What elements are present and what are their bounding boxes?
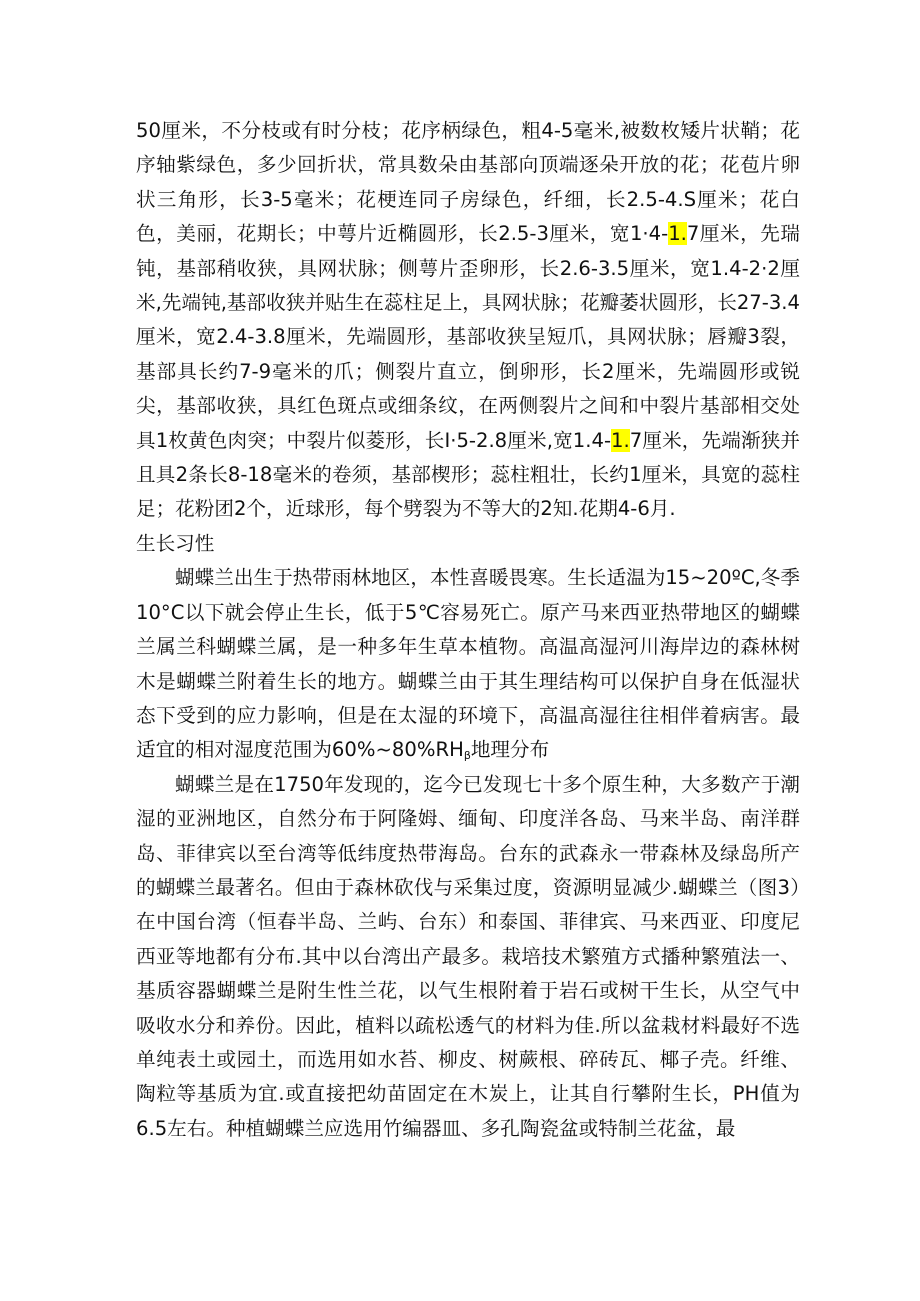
highlighted-text: 1. [611,428,630,452]
paragraph-description [136,114,800,527]
section-heading-habit: 生长习性 [136,531,215,555]
text-run: 蝴蝶兰出生于热带雨林地区，本性喜暖畏寒。生长适温为15~20ºC,冬季10°C以下就会停止生长，低于5℃容易死亡。原产马来西亚热带地区的蝴蝶兰属兰科蝴蝶兰属，是一种多年生草本植物。高温高湿河川海岸边的森林树木是蝴蝶兰附着生长的地方。蝴蝶兰由于其生理结构可以保护自身在低湿状态下受到的应力影响，但是在太湿的环境下，高温高湿往往相伴着病害。最适宜的相对湿度范围为60%~80%RH [136,566,800,762]
text-run: 50厘米，不分枝或有时分枝；花序柄绿色，粗4-5毫米,被数枚矮片状鞘；花序轴紫绿色，多少回折状，常具数朵由基部向顶端逐朵开放的花；花苞片卵状三角形，长3-5毫米；花梗连同子房绿色，纤细，长2.5-4.S厘米；花白色，美丽，花期长；中萼片近椭圆形，长2.5-3厘米，宽1·4- [136,119,800,246]
paragraph-habit [136,561,800,767]
text-run: 7厘米，先瑞钝，基部稍收狭，具网状脉；侧萼片歪卵形，长2.6-3.5厘米，宽1.4-2·2厘米,先端钝,基部收狭并贴生在蕊柱足上，具网状脉；花瓣萎状圆形，长27-3.4厘米，宽2.4-3.8厘米，先端圆形，基部收狭呈短爪，具网状脉；唇瓣3裂，基部具长约7-9毫米的爪；侧裂片直立，倒卵形，长2厘米，先端圆形或锐尖，基部收狭，具红色斑点或细条纹，在两侧裂片之间和中裂片基部相交处具1枚黄色肉突；中裂片似菱形，长I·5-2.8厘米,宽1.4- [136,222,800,452]
text-run: 地理分布 [470,738,550,762]
highlighted-text: 1. [668,222,687,246]
text-run: 蝴蝶兰是在1750年发现的，迄今已发现七十多个原生种，大多数产于潮湿的亚洲地区，自然分布于阿隆姆、缅甸、印度洋各岛、马来半岛、南洋群岛、菲律宾以至台湾等低纬度热带海岛。台东的武森永一带森林及绿岛所产的蝴蝶兰最著名。但由于森林砍伐与采集过度，资源明显减少.蝴蝶兰（图3）在中国台湾（恒春半岛、兰屿、台东）和泰国、菲律宾、马来西亚、印度尼西亚等地都有分布.其中以台湾出产最多。栽培技术繁殖方式播种繁殖法一、基质容器蝴蝶兰是附生性兰花，以气生根附着于岩石或树干生长，从空气中吸收水分和养份。因此，植料以疏松透气的材料为佳.所以盆栽材料最好不选单纯表土或园土，而选用如水苔、柳皮、树蕨根、碎砖瓦、椰子壳。纤维、陶粒等基质为宜.或直接把幼苗固定在木炭上，让其自行攀附生长，PH值为6.5左右。种植蝴蝶兰应选用竹编器皿、多孔陶瓷盆或特制兰花盆，最 [136,772,800,1140]
paragraph-distribution [136,768,800,1146]
subscript-text: β [463,749,471,763]
text-run: 7厘米，先端渐狭并且具2条长8-18毫米的卷须，基部楔形；蕊柱粗壮，长约1厘米，具宽的蕊柱足；花粉团2个，近球形，每个劈裂为不等大的2知.花期4-6月. [136,428,801,521]
document-body [136,114,800,1146]
